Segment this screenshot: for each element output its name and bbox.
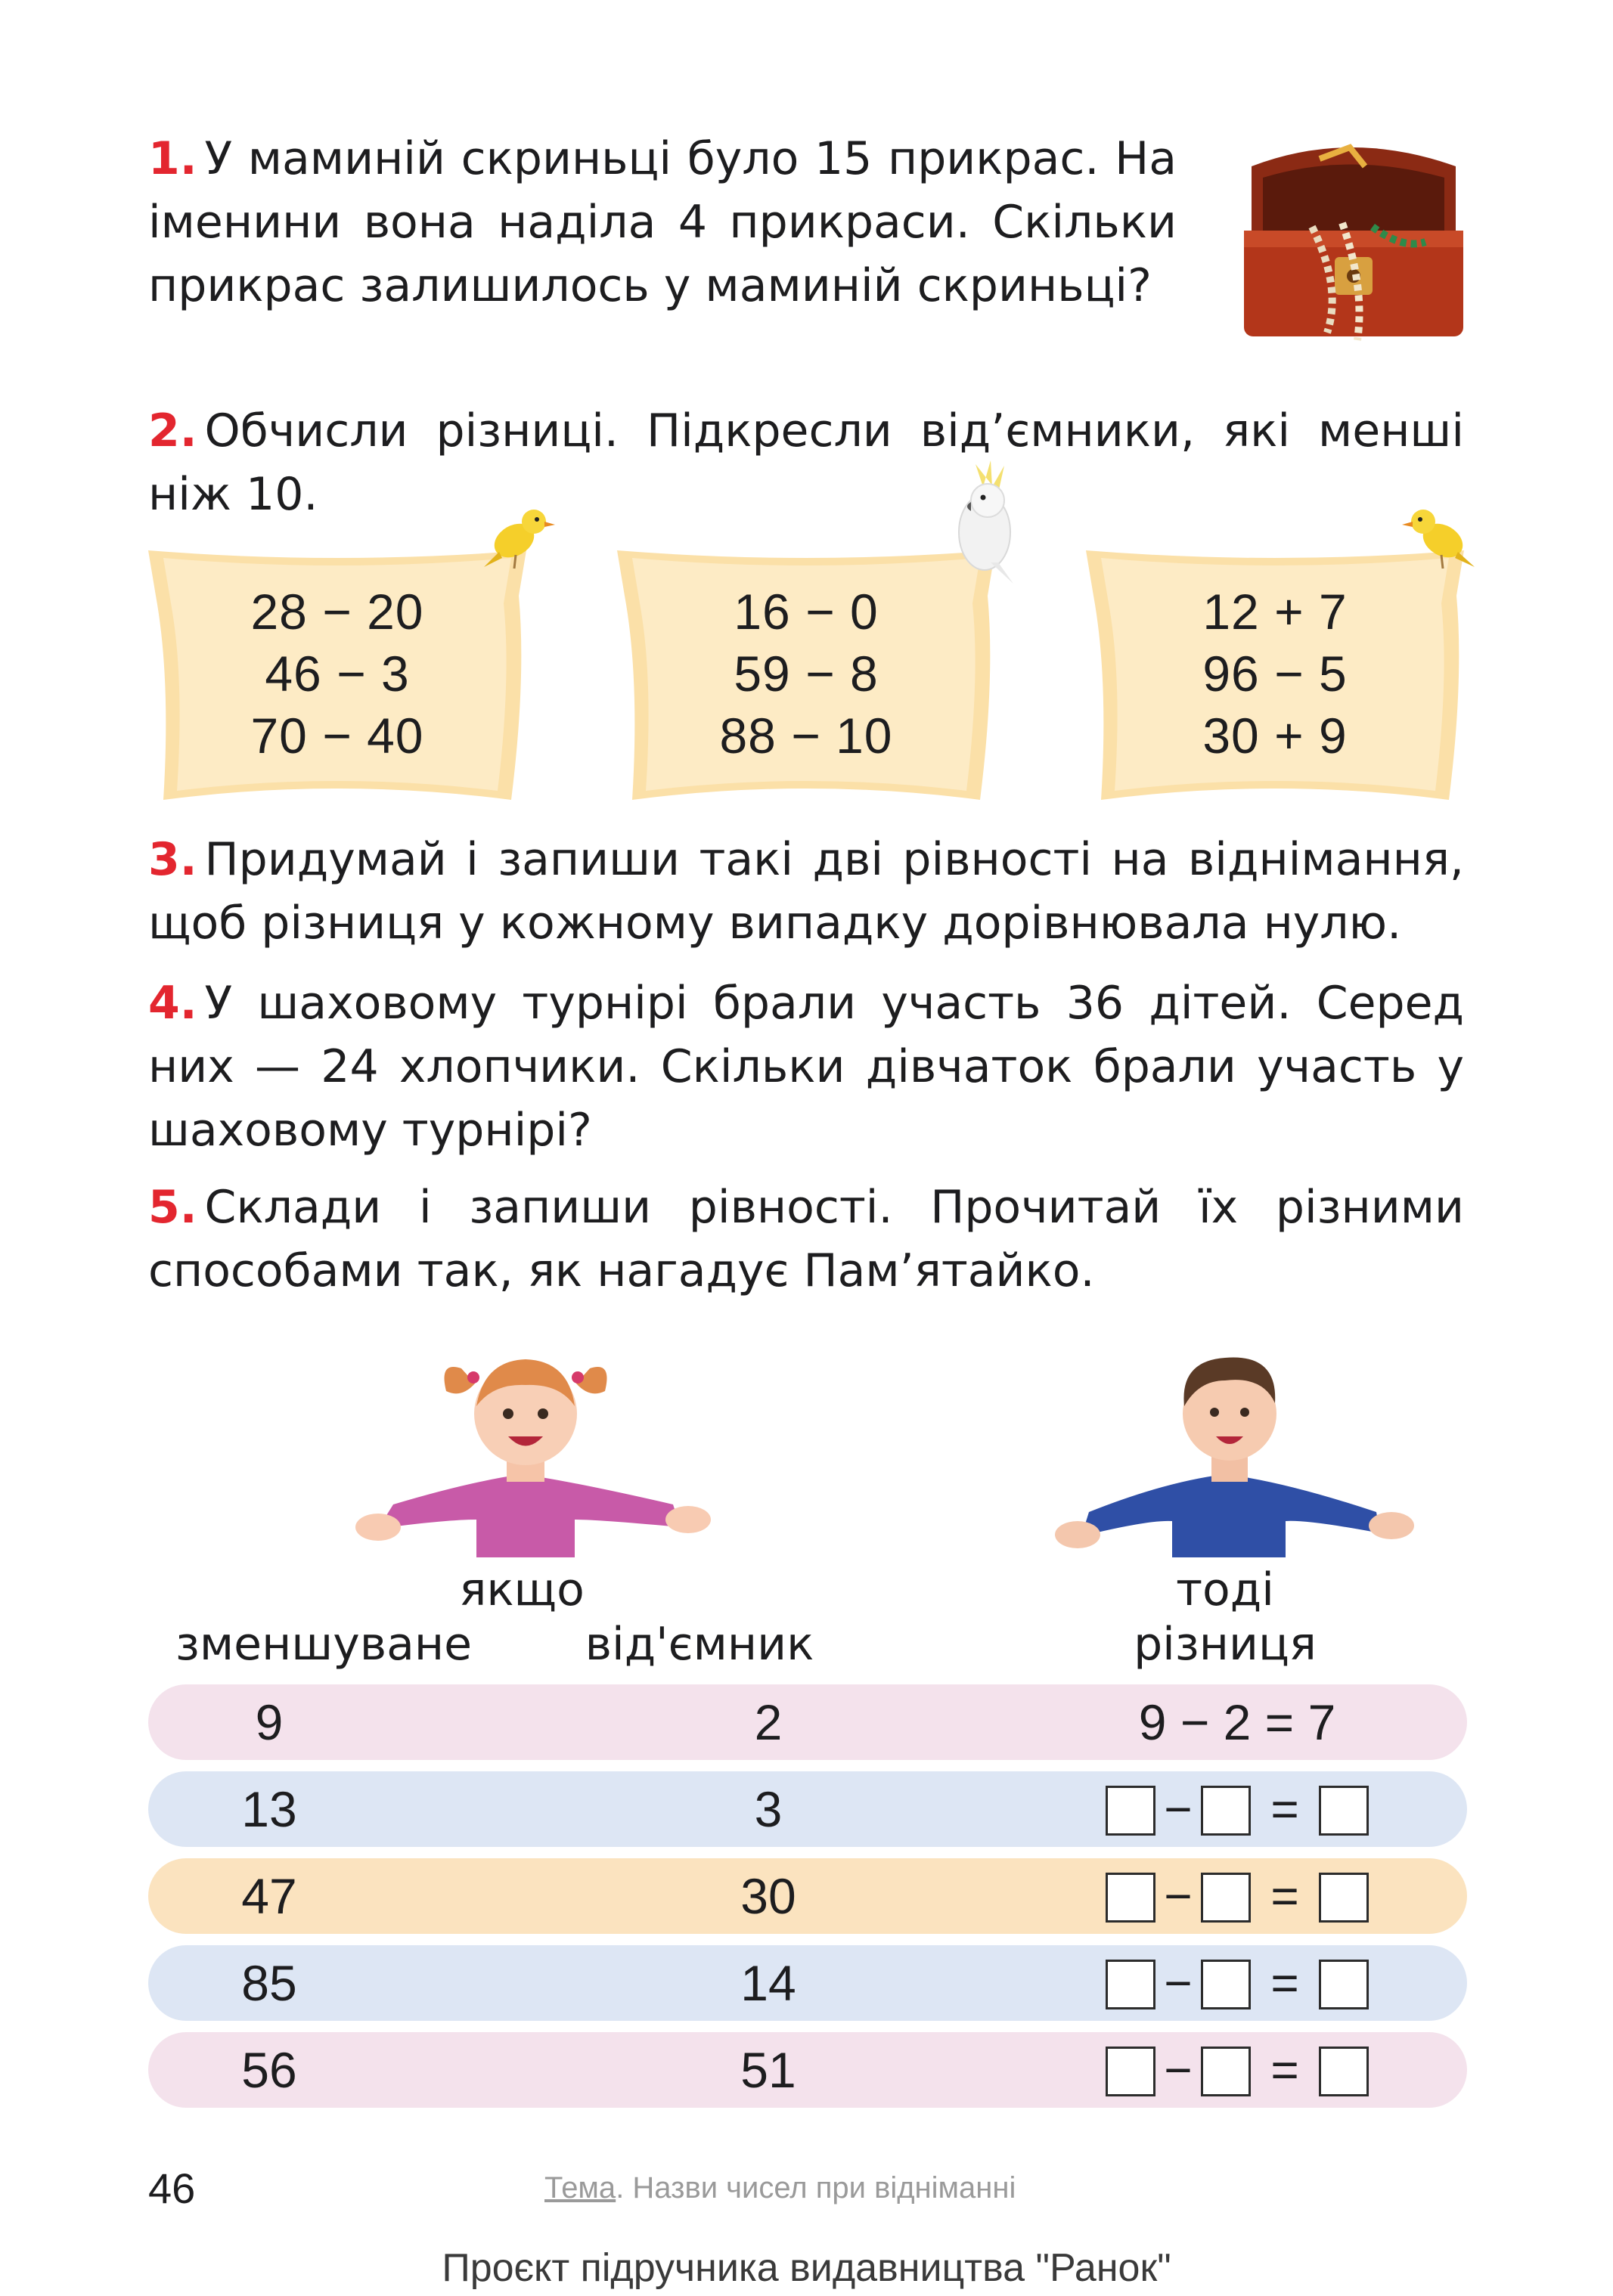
subtrahend-cell: 2 <box>754 1694 783 1750</box>
task-number: 3. <box>148 833 197 886</box>
equals-sign: = <box>1270 1955 1299 2010</box>
minuend-cell: 85 <box>241 1955 297 2011</box>
minus-sign: − <box>1164 1868 1193 1923</box>
task-3 <box>148 828 1464 955</box>
equals-sign: = <box>1270 2042 1299 2097</box>
topic-line <box>544 2171 1016 2205</box>
expression: 46 − 3 <box>265 646 410 702</box>
header-subtrahend: від'ємник <box>585 1618 814 1671</box>
canary-bird-icon <box>1399 491 1482 578</box>
difference-blanks <box>1048 1858 1426 1934</box>
expression-scroll-3 <box>1086 550 1464 800</box>
expression: 28 − 20 <box>250 584 424 640</box>
task-2 <box>148 399 1464 526</box>
minus-sign: − <box>1164 1955 1193 2010</box>
header-then: тоді <box>1176 1563 1274 1616</box>
blank-box[interactable] <box>1106 2047 1155 2096</box>
table-row <box>148 1771 1467 1847</box>
task-number: 5. <box>148 1181 197 1234</box>
canary-bird-icon <box>476 491 560 578</box>
header-difference: різниця <box>1134 1618 1317 1671</box>
expression: 12 + 7 <box>1202 584 1348 640</box>
boy-character-icon <box>1036 1331 1429 1591</box>
blank-box[interactable] <box>1319 2047 1369 2096</box>
table-row <box>148 1945 1467 2021</box>
difference-blanks <box>1048 1771 1426 1847</box>
difference-cell: 9 − 2 = 7 <box>1138 1694 1336 1750</box>
expression: 70 − 40 <box>250 708 424 764</box>
blank-box[interactable] <box>1106 1960 1155 2009</box>
equals-sign: = <box>1270 1868 1299 1923</box>
minuend-cell: 47 <box>241 1868 297 1924</box>
task-text: Придумай і запиши такі дві рівності на віднімання, щоб різниця у кожному випадку дорівнювала нулю. <box>148 833 1464 950</box>
girl-character-icon <box>333 1331 726 1591</box>
project-note: Проєкт підручника видавництва "Ранок" <box>442 2246 1171 2290</box>
task-text: У маминій скриньці було 15 прикрас. На іменини вона наділа 4 прикраси. Скільки прикрас залишилось у маминій скриньці? <box>148 132 1177 312</box>
subtrahend-cell: 14 <box>740 1955 796 2011</box>
task-text: Склади і запиши рівності. Прочитай їх різними способами так, як нагадує Пам’ятайко. <box>148 1181 1464 1297</box>
blank-box[interactable] <box>1319 1786 1369 1836</box>
task-5 <box>148 1176 1464 1303</box>
expression: 59 − 8 <box>734 646 879 702</box>
blank-box[interactable] <box>1106 1786 1155 1836</box>
task-1 <box>148 127 1177 318</box>
task-number: 2. <box>148 404 197 457</box>
difference-blanks <box>1048 2032 1426 2108</box>
topic-label[interactable]: Тема <box>544 2171 616 2205</box>
equals-sign: = <box>1270 1781 1299 1836</box>
topic-text: . Назви чисел при відніманні <box>616 2171 1016 2205</box>
minus-sign: − <box>1164 1781 1193 1836</box>
expression: 96 − 5 <box>1202 646 1348 702</box>
minuend-cell: 13 <box>241 1781 297 1837</box>
minuend-cell: 9 <box>255 1694 284 1750</box>
table-row <box>148 1684 1467 1760</box>
expression: 88 − 10 <box>719 708 893 764</box>
blank-box[interactable] <box>1201 1873 1251 1923</box>
subtrahend-cell: 51 <box>740 2042 796 2098</box>
blank-box[interactable] <box>1201 2047 1251 2096</box>
task-number: 4. <box>148 977 197 1030</box>
header-minuend: зменшуване <box>175 1618 472 1671</box>
task-4 <box>148 971 1464 1162</box>
subtrahend-cell: 3 <box>754 1781 783 1837</box>
treasure-chest-icon <box>1229 136 1471 355</box>
table-row <box>148 1858 1467 1934</box>
minus-sign: − <box>1164 2042 1193 2097</box>
blank-box[interactable] <box>1201 1786 1251 1836</box>
header-if: якщо <box>459 1563 585 1616</box>
blank-box[interactable] <box>1201 1960 1251 2009</box>
task-text: Обчисли різниці. Підкресли від’ємники, які менші ніж 10. <box>148 404 1464 521</box>
expression: 16 − 0 <box>734 584 879 640</box>
task-number: 1. <box>148 132 197 185</box>
difference-blanks <box>1048 1945 1426 2021</box>
expression-scroll-1 <box>148 550 526 800</box>
subtrahend-cell: 30 <box>740 1868 796 1924</box>
blank-box[interactable] <box>1319 1960 1369 2009</box>
cockatoo-bird-icon <box>938 457 1036 588</box>
task-text: У шаховому турнірі брали участь 36 дітей. Серед них — 24 хлопчики. Скільки дівчаток брали участь у шаховому турнірі? <box>148 977 1464 1157</box>
minuend-cell: 56 <box>241 2042 297 2098</box>
blank-box[interactable] <box>1106 1873 1155 1923</box>
table-row <box>148 2032 1467 2108</box>
page-number: 46 <box>148 2164 196 2212</box>
expression: 30 + 9 <box>1202 708 1348 764</box>
blank-box[interactable] <box>1319 1873 1369 1923</box>
